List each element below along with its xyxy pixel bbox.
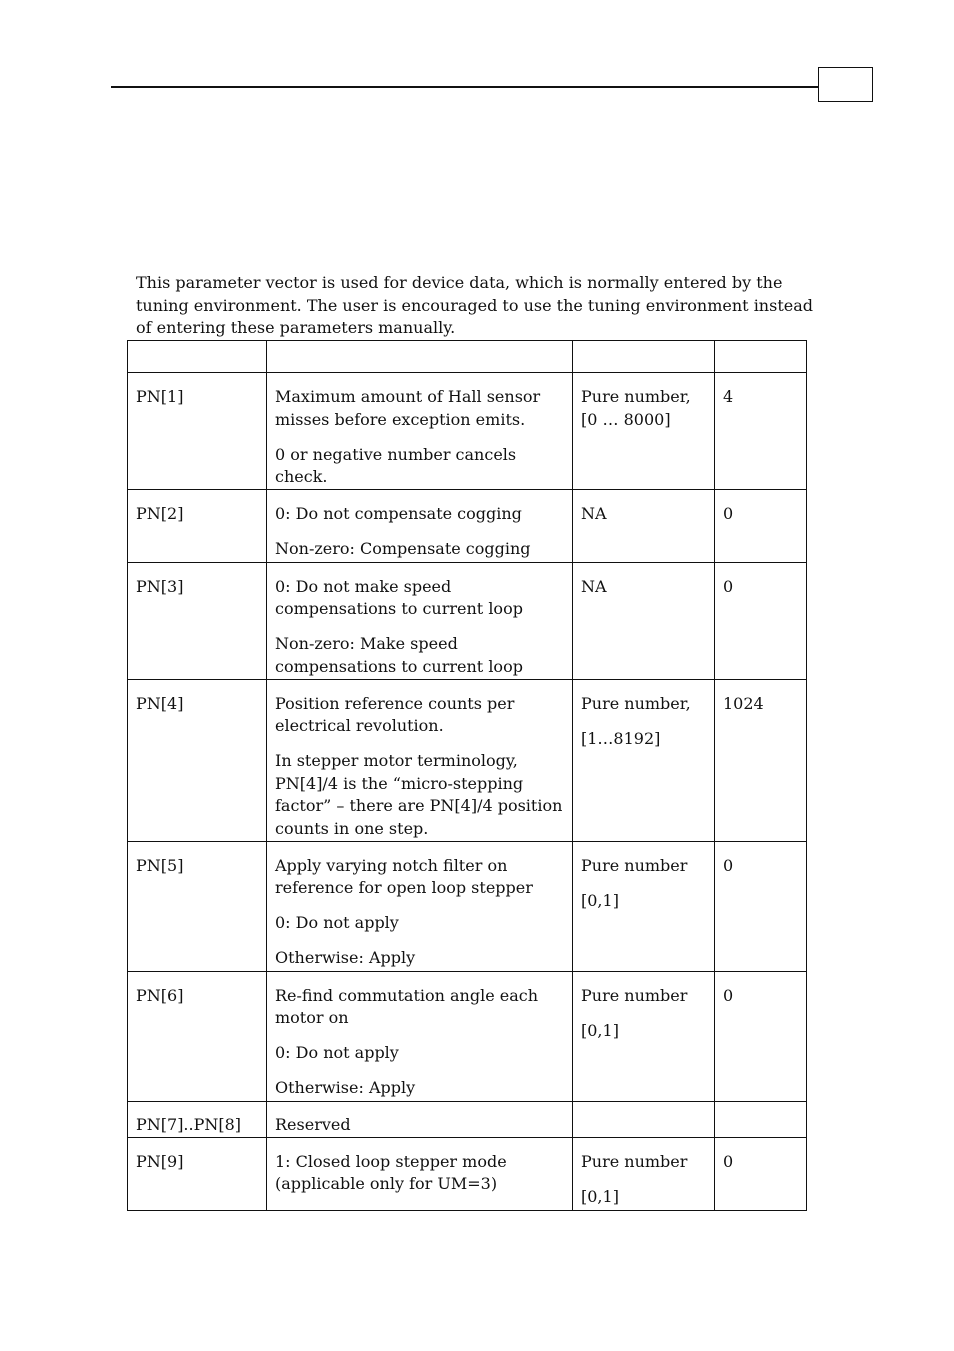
range-cell <box>573 373 715 490</box>
header-cell <box>715 341 807 373</box>
table-header-row <box>128 341 807 373</box>
default-cell: 0 <box>715 1137 807 1210</box>
description-cell <box>267 971 573 1101</box>
index-cell: PN[7]..PN[8] <box>128 1101 267 1137</box>
description-line: In stepper motor terminology, PN[4]/4 is the “micro-stepping factor” – there are PN[4]/4 position counts in one step. <box>275 751 563 838</box>
description-line: Non-zero: Compensate cogging <box>275 538 531 558</box>
range-cell <box>573 679 715 841</box>
range-line: NA <box>581 503 607 523</box>
description-line: Maximum amount of Hall sensor misses before exception emits. <box>275 387 541 429</box>
range-line: [1…8192] <box>581 728 661 748</box>
description-cell <box>267 1101 573 1137</box>
range-line: Pure number <box>581 855 688 875</box>
default-cell: 1024 <box>715 679 807 841</box>
index-cell: PN[1] <box>128 373 267 490</box>
table-row <box>128 489 807 562</box>
default-cell: 4 <box>715 373 807 490</box>
range-cell <box>573 971 715 1101</box>
header-cell <box>267 341 573 373</box>
description-line: Apply varying notch filter on reference for open loop stepper <box>275 855 533 897</box>
description-line: 0 or negative number cancels check. <box>275 444 517 486</box>
default-cell: 0 <box>715 562 807 679</box>
range-line: Pure number <box>581 1151 688 1171</box>
parameter-table <box>127 340 807 1211</box>
header-rule <box>111 86 819 88</box>
description-cell <box>267 562 573 679</box>
range-cell <box>573 562 715 679</box>
header-cell <box>128 341 267 373</box>
range-line: Pure number, <box>581 693 691 713</box>
page-number-box <box>818 67 873 102</box>
range-cell <box>573 1101 715 1137</box>
index-cell: PN[4] <box>128 679 267 841</box>
index-cell: PN[2] <box>128 489 267 562</box>
range-line: [0,1] <box>581 890 619 910</box>
description-line: 0: Do not apply <box>275 1043 399 1062</box>
range-line: NA <box>581 576 607 596</box>
default-cell <box>715 1101 807 1137</box>
intro-paragraph: This parameter vector is used for device data, which is normally entered by the tuning environment. The user is encouraged to use the tuning environment instead of entering these parameters manually. <box>136 273 813 337</box>
default-cell: 0 <box>715 841 807 971</box>
range-cell <box>573 489 715 562</box>
range-line: Pure number <box>581 985 688 1005</box>
table-row <box>128 1137 807 1210</box>
description-cell <box>267 489 573 562</box>
description-line: 0: Do not make speed compensations to current loop <box>275 576 523 618</box>
default-cell: 0 <box>715 971 807 1101</box>
table-row <box>128 562 807 679</box>
description-line: Position reference counts per electrical revolution. <box>275 693 515 735</box>
description-line: Otherwise: Apply <box>275 948 416 967</box>
description-line: Non-zero: Make speed compensations to current loop <box>275 634 523 676</box>
default-cell: 0 <box>715 489 807 562</box>
index-cell: PN[3] <box>128 562 267 679</box>
index-cell: PN[6] <box>128 971 267 1101</box>
range-line: Pure number, [0 … 8000] <box>581 387 691 429</box>
table-row <box>128 841 807 971</box>
table-row <box>128 679 807 841</box>
description-cell <box>267 841 573 971</box>
index-cell: PN[9] <box>128 1137 267 1210</box>
description-line: 0: Do not apply <box>275 913 399 932</box>
table-row <box>128 1101 807 1137</box>
description-line: 1: Closed loop stepper mode (applicable only for UM=3) <box>275 1151 507 1193</box>
description-line: Otherwise: Apply <box>275 1078 416 1097</box>
range-line: [0,1] <box>581 1186 619 1206</box>
range-line: [0,1] <box>581 1020 619 1040</box>
description-cell <box>267 1137 573 1210</box>
index-cell: PN[5] <box>128 841 267 971</box>
description-line: 0: Do not compensate cogging <box>275 503 522 523</box>
range-cell <box>573 841 715 971</box>
table-row <box>128 373 807 490</box>
header-cell <box>573 341 715 373</box>
description-cell <box>267 373 573 490</box>
range-cell <box>573 1137 715 1210</box>
description-cell <box>267 679 573 841</box>
description-line: Reserved <box>275 1114 351 1134</box>
table-row <box>128 971 807 1101</box>
description-line: Re-find commutation angle each motor on <box>275 985 539 1027</box>
